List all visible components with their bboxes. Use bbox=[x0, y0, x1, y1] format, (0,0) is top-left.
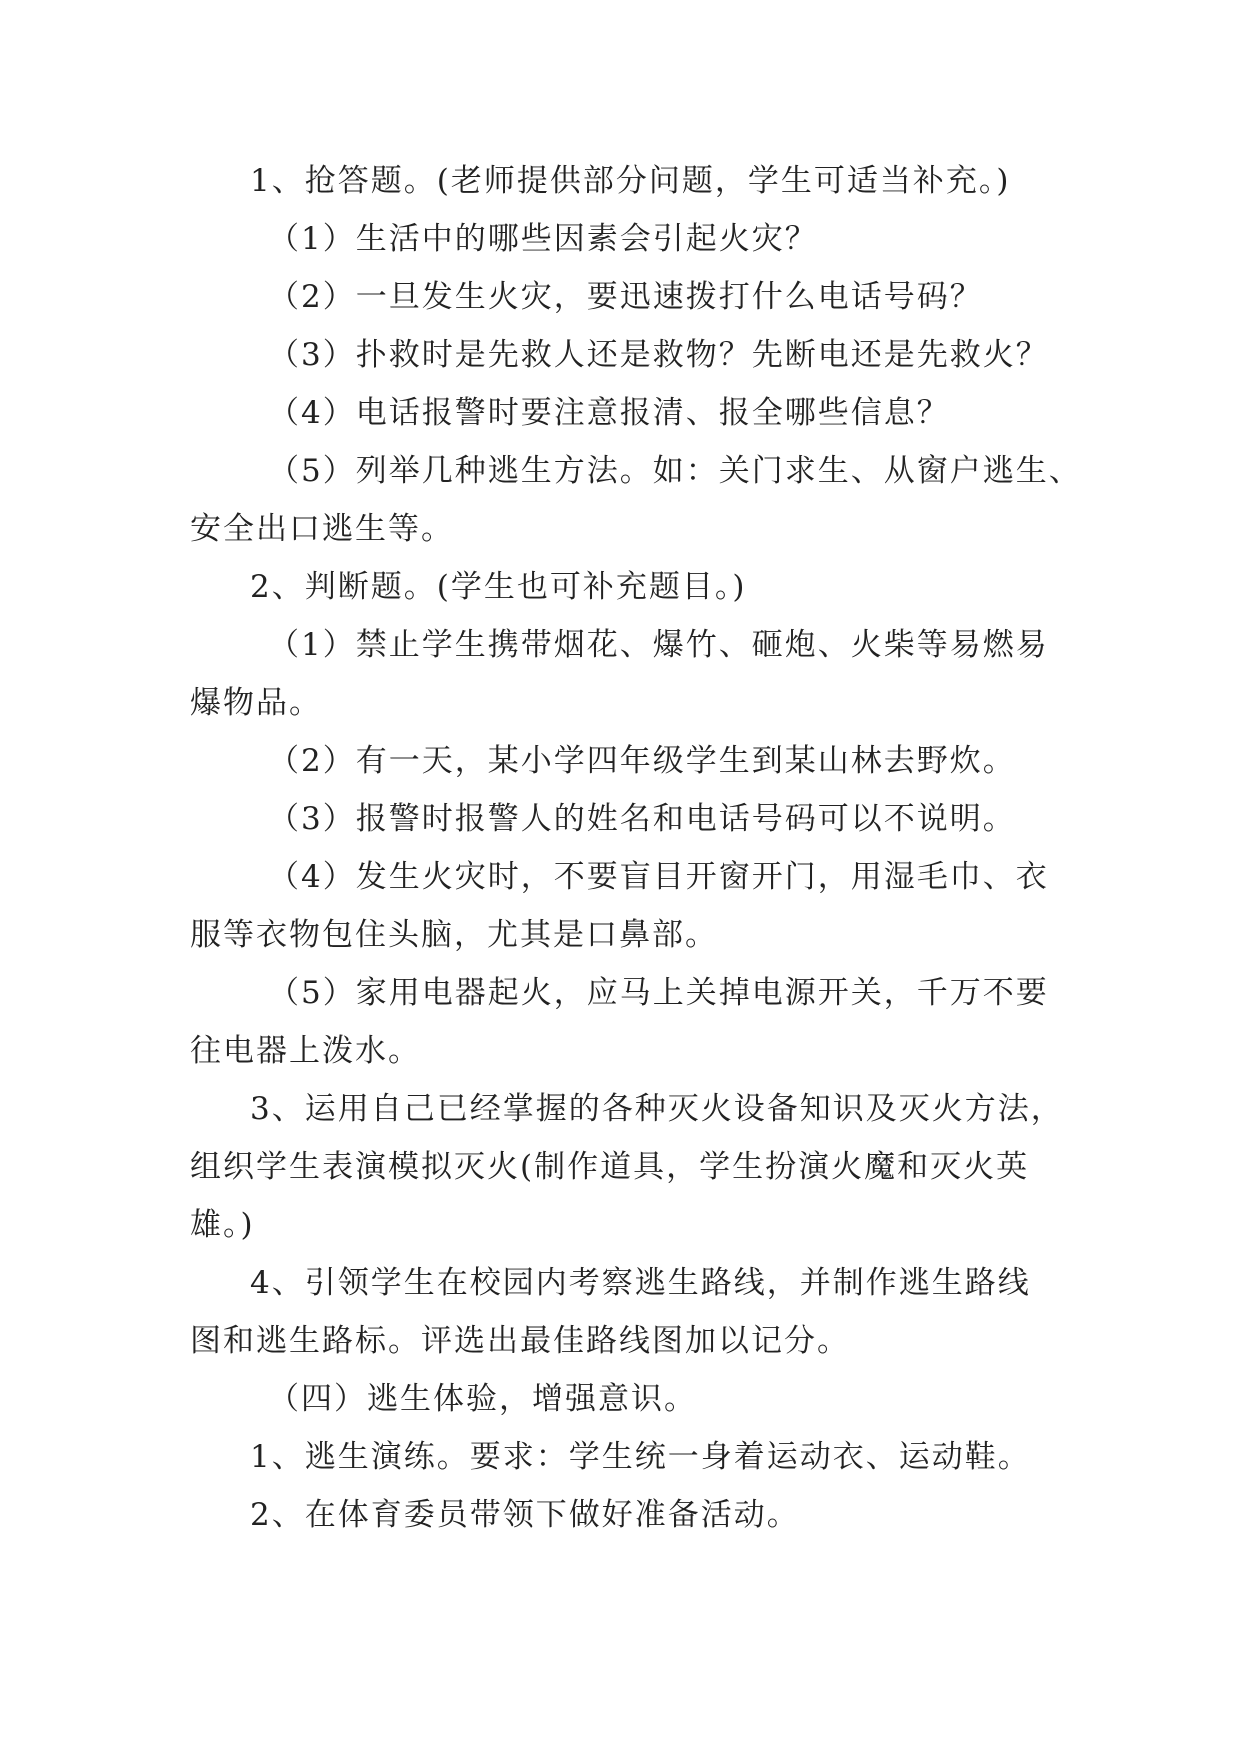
text-line: （四）逃生体验，增强意识。 bbox=[268, 1381, 697, 1417]
text-line: （2）一旦发生火灾，要迅速拨打什么电话号码？ bbox=[268, 279, 983, 315]
text-line: （5）家用电器起火，应马上关掉电源开关，千万不要 bbox=[268, 975, 1049, 1011]
text-line: 4、引领学生在校园内考察逃生路线，并制作逃生路线 bbox=[250, 1265, 1031, 1301]
text-line: （2）有一天，某小学四年级学生到某山林去野炊。 bbox=[268, 743, 1016, 779]
text-line: 图和逃生路标。评选出最佳路线图加以记分。 bbox=[190, 1323, 850, 1359]
text-line: 雄。) bbox=[190, 1207, 255, 1243]
text-line: 服等衣物包住头脑，尤其是口鼻部。 bbox=[190, 917, 718, 953]
text-line: （1）禁止学生携带烟花、爆竹、砸炮、火柴等易燃易 bbox=[268, 627, 1049, 663]
text-line: 1、逃生演练。要求：学生统一身着运动衣、运动鞋。 bbox=[250, 1439, 1031, 1475]
text-line: （3）扑救时是先救人还是救物？先断电还是先救火？ bbox=[268, 337, 1049, 373]
document-body bbox=[190, 152, 1090, 1544]
text-line: 2、在体育委员带领下做好准备活动。 bbox=[250, 1497, 800, 1533]
text-line: 组织学生表演模拟灭火(制作道具，学生扮演火魔和灭火英 bbox=[190, 1149, 1030, 1185]
text-line: 3、运用自己已经掌握的各种灭火设备知识及灭火方法， bbox=[250, 1091, 1064, 1127]
text-line: （1）生活中的哪些因素会引起火灾？ bbox=[268, 221, 818, 257]
text-line: （4）电话报警时要注意报清、报全哪些信息？ bbox=[268, 395, 950, 431]
text-line: （3）报警时报警人的姓名和电话号码可以不说明。 bbox=[268, 801, 1016, 837]
text-line: （5）列举几种逃生方法。如：关门求生、从窗户逃生、 bbox=[268, 453, 1082, 489]
text-line: （4）发生火灾时，不要盲目开窗开门，用湿毛巾、衣 bbox=[268, 859, 1049, 895]
text-line: 往电器上泼水。 bbox=[190, 1033, 421, 1069]
text-line: 安全出口逃生等。 bbox=[190, 511, 454, 547]
text-line: 2、判断题。(学生也可补充题目。) bbox=[250, 569, 747, 605]
text-line: 1、抢答题。(老师提供部分问题，学生可适当补充。) bbox=[250, 163, 1011, 199]
text-line: 爆物品。 bbox=[190, 685, 322, 721]
